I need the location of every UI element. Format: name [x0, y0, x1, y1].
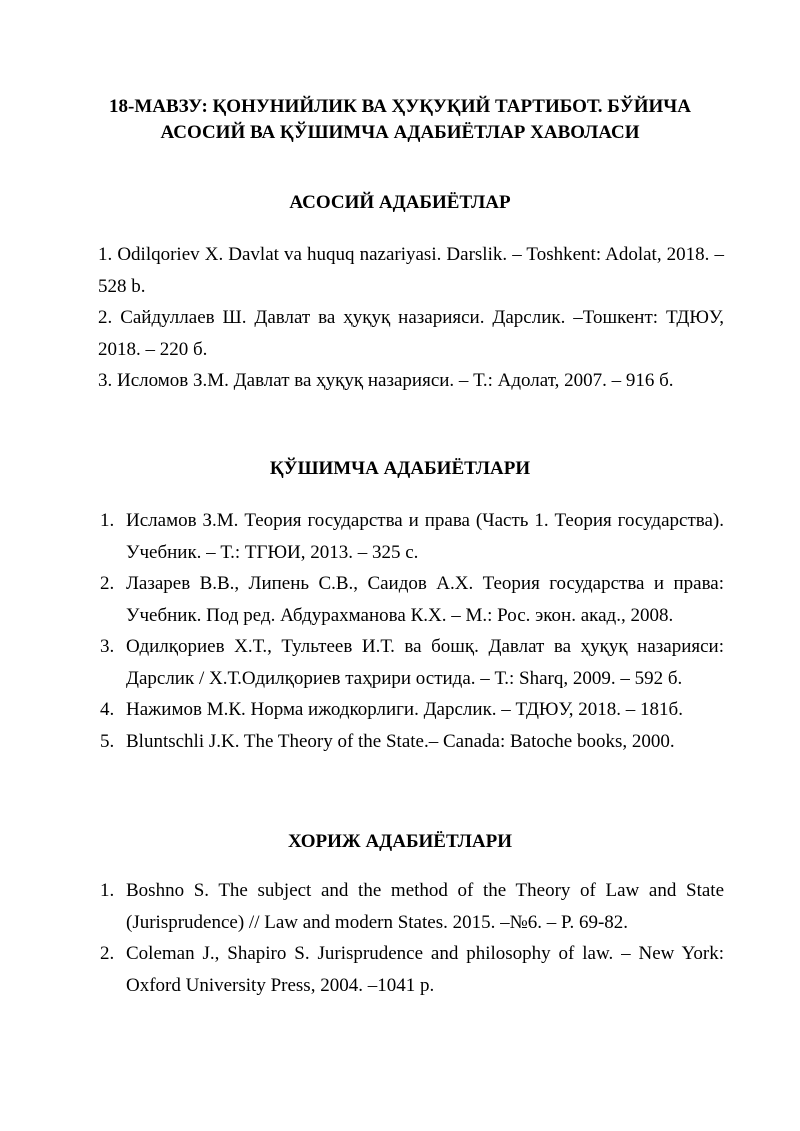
foreign-literature-list [98, 875, 724, 1001]
list-item [98, 631, 724, 694]
foreign-literature-heading: ХОРИЖ АДАБИЁТЛАРИ [288, 831, 512, 852]
list-item-number: 5. [100, 730, 115, 752]
list-item-text: Нажимов М.К. Норма ижодкорлиги. Дарслик. – ТДЮУ, 2018. – 181б. [126, 699, 683, 720]
list-item-text: Boshno S. The subject and the method of the Theory of Law and State (Jurisprudence) // Law and modern States. 2015. –№6. – P. 69-82. [126, 880, 724, 933]
main-literature-heading: АСОСИЙ АДАБИЁТЛАР [289, 192, 511, 213]
list-item [98, 938, 724, 1001]
list-item: 2. Сайдуллаев Ш. Давлат ва ҳуқуқ назарияси. Дарслик. –Тошкент: ТДЮУ, 2018. – 220 б. [98, 307, 724, 360]
main-literature-list [98, 239, 724, 397]
list-item-number: 4. [100, 699, 115, 720]
list-item-number: 2. [100, 573, 115, 594]
list-item-text: Coleman J., Shapiro S. Jurisprudence and philosophy of law. – New York: Oxford University Press, 2004. –1041 p. [126, 943, 724, 996]
document-title-line-1: 18-МАВЗУ: ҚОНУНИЙЛИК ВА ҲУҚУҚИЙ ТАРТИБОТ. БЎЙИЧА [109, 96, 691, 117]
list-item-text: Одилқориев Х.Т., Тультеев И.Т. ва бошқ. Давлат ва ҳуқуқ назарияси: Дарслик / Х.Т.Одилқориев таҳрири остида. – Т.: Sharq, 2009. – 592 б. [126, 636, 724, 689]
list-item-text: Bluntschli J.K. The Theory of the State.– Canada: Batoche books, 2000. [126, 730, 675, 752]
list-item [98, 726, 724, 758]
document-title-line-2: АСОСИЙ ВА ҚЎШИМЧА АДАБИЁТЛАР ХАВОЛАСИ [160, 122, 640, 143]
additional-literature-heading: ҚЎШИМЧА АДАБИЁТЛАРИ [269, 458, 531, 479]
list-item-number: 1. [100, 880, 115, 901]
list-item-text: Лазарев В.В., Липень С.В., Саидов А.Х. Теория государства и права: Учебник. Под ред. Абдурахманова К.Х. – М.: Рос. экон. акад., 2008. [126, 573, 724, 626]
list-item-number: 3. [100, 636, 115, 657]
list-item-number: 2. [100, 943, 115, 964]
list-item: 1. Odilqoriev X. Davlat va huquq nazariyasi. Darslik. – Toshkent: Adolat, 2018. – 528 b. [98, 244, 724, 297]
list-item [98, 694, 724, 726]
list-item [98, 875, 724, 938]
list-item-number: 1. [100, 510, 115, 531]
list-item [98, 505, 724, 568]
additional-literature-list [98, 505, 724, 757]
list-item: 3. Исломов З.М. Давлат ва ҳуқуқ назарияси. – Т.: Адолат, 2007. – 916 б. [98, 370, 674, 391]
list-item [98, 568, 724, 631]
list-item-text: Исламов З.М. Теория государства и права (Часть 1. Теория государства). Учебник. – Т.: ТГЮИ, 2013. – 325 с. [126, 510, 724, 563]
